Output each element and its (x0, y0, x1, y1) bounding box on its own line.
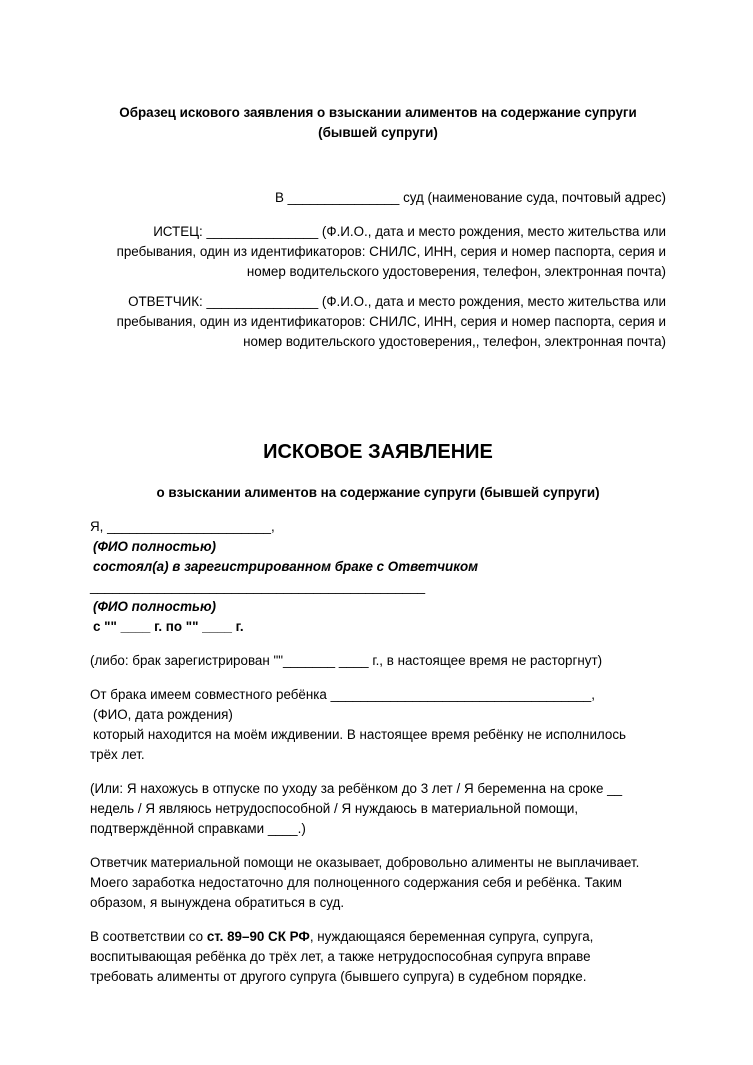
i-line: Я, ______________________, (90, 519, 275, 534)
or-line-2: недель / Я являюсь нетрудоспособной / Я нуждаюсь в материальной помощи, (90, 801, 579, 816)
court-text: В _______________ суд (наименование суда, почтовый адрес) (275, 190, 666, 205)
plaintiff-line-2: пребывания, один из идентификаторов: СНИЛС, ИНН, серия и номер паспорта, серия и (116, 244, 666, 259)
plaintiff-line-3: номер водительского удостоверения, телефон, электронная почта) (246, 264, 666, 279)
defendant-line-2: пребывания, один из идентификаторов: СНИЛС, ИНН, серия и номер паспорта, серия и (116, 314, 666, 329)
document-title (90, 103, 666, 143)
plaintiff-block (90, 222, 666, 282)
child-dependent-2: трёх лет. (90, 747, 145, 762)
child-dependent-1: который находится на моём иждивении. В настоящее время ребёнку не исполнилось (93, 727, 627, 742)
fio-full-label-2: (ФИО полностью) (93, 599, 216, 614)
law-line-2: воспитывающая ребёнка до трёх лет, а также нетрудоспособная супруга вправе (90, 949, 591, 964)
statement-body (90, 517, 666, 987)
law-reference: ст. 89–90 СК РФ (206, 929, 310, 944)
court-line (90, 188, 666, 208)
support-3: образом, я вынуждена обратиться в суд. (90, 895, 345, 910)
date-range: с "" ____ г. по "" ____ г. (93, 619, 244, 634)
plaintiff-line-1: ИСТЕЦ: _______________ (Ф.И.О., дата и место рождения, место жительства или (153, 224, 666, 239)
title-line-2: (бывшей супруги) (318, 125, 438, 140)
title-line-1: Образец искового заявления о взыскании алиментов на содержание супруги (119, 105, 637, 120)
law-rest: , нуждающаяся беременная супруга, супруга, (309, 929, 594, 944)
support-1: Ответчик материальной помощи не оказывает, добровольно алименты не выплачивает. (90, 855, 640, 870)
child-line: От брака имеем совместного ребёнка ___________________________________, (90, 687, 595, 702)
married-line: состоял(а) в зарегистрированном браке с Ответчиком (93, 559, 479, 574)
fio-full-label-1: (ФИО полностью) (93, 539, 216, 554)
defendant-line-1: ОТВЕТЧИК: _______________ (Ф.И.О., дата и место рождения, место жительства или (128, 294, 666, 309)
statement-subheading: о взыскании алиментов на содержание супруги (бывшей супруги) (156, 485, 600, 500)
law-line-1 (90, 927, 666, 947)
or-line-3: подтверждённой справками ____.) (90, 821, 306, 836)
defendant-line-3: номер водительского удостоверения,, телефон, электронная почта) (243, 334, 666, 349)
defendant-block (90, 292, 666, 352)
statement-heading: ИСКОВОЕ ЗАЯВЛЕНИЕ (263, 441, 493, 463)
child-fio-label: (ФИО, дата рождения) (93, 707, 233, 722)
support-2: Моего заработка недостаточно для полноценного содержания себя и ребёнка. Таким (90, 875, 623, 890)
or-line-1: (Или: Я нахожусь в отпуске по уходу за ребёнком до 3 лет / Я беременна на сроке __ (90, 781, 623, 796)
law-prefix: В соответствии со (90, 929, 207, 944)
alt-registered: (либо: брак зарегистрирован ""_______ ____ г., в настоящее время не расторгнут) (90, 653, 603, 668)
law-line-3: требовать алименты от другого супруга (бывшего супруга) в судебном порядке. (90, 969, 587, 984)
blank-line: _____________________________________________ (90, 579, 426, 594)
